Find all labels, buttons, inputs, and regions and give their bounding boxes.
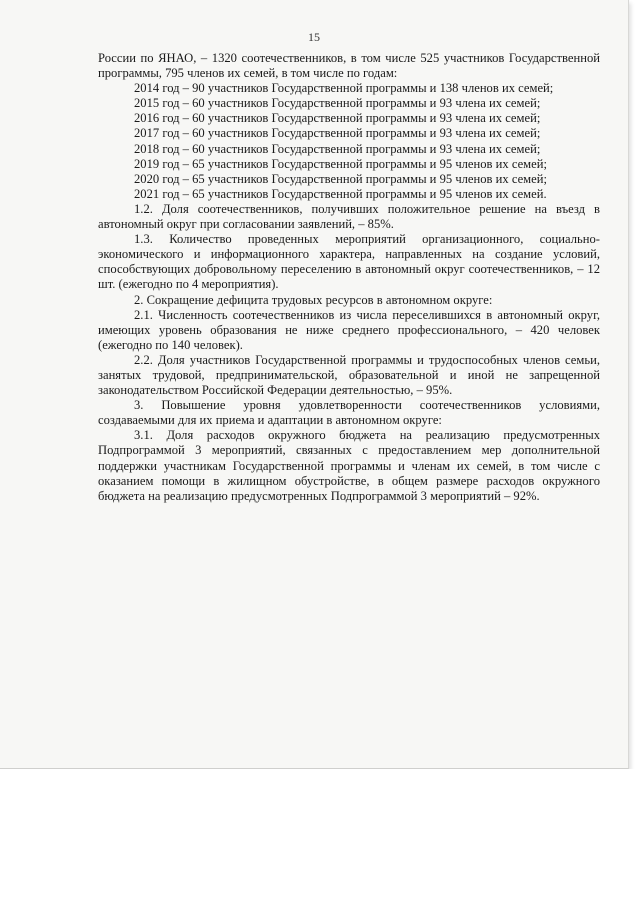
paragraph-year-2021: 2021 год – 65 участников Государственной программы и 95 членов их семей. [134, 186, 547, 201]
document-body [98, 51, 600, 504]
paragraph-1-2: 1.2. Доля соотечественников, получивших положительное решение на въезд в автономный округ при согласовании заявлений, – 85%. [98, 201, 600, 232]
paragraph-intro: России по ЯНАО, – 1320 соотечественников, в том числе 525 участников Государственной программы, 795 членов их семей, в том числе по годам: [98, 51, 600, 81]
paragraph-3-1: 3.1. Доля расходов окружного бюджета на реализацию предусмотренных Подпрограммой 3 мероприятий, связанных с предоставлением мер дополнительной поддержки участникам Государственной программы и членам их семей, в том числе с оказанием помощи в жилищном обустройстве, в общем размере расходов окружного бюджета на реализацию предусмотренных Подпрограммой 3 мероприятий – 92%. [98, 428, 600, 503]
page-number: 15 [308, 30, 320, 44]
paragraph-year-2015: 2015 год – 60 участников Государственной программы и 93 члена их семей; [134, 96, 541, 111]
paragraph-year-2020: 2020 год – 65 участников Государственной программы и 95 членов их семей; [134, 171, 547, 186]
paragraph-year-2017: 2017 год – 60 участников Государственной программы и 93 члена их семей; [134, 126, 541, 141]
paragraph-year-2014: 2014 год – 90 участников Государственной программы и 138 членов их семей; [134, 81, 554, 96]
paragraph-year-2016: 2016 год – 60 участников Государственной программы и 93 члена их семей; [134, 111, 541, 126]
paragraph-year-2019: 2019 год – 65 участников Государственной программы и 95 членов их семей; [134, 156, 547, 171]
paragraph-2: 2. Сокращение дефицита трудовых ресурсов в автономном округе: [134, 292, 493, 307]
paragraph-year-2018: 2018 год – 60 участников Государственной программы и 93 члена их семей; [134, 141, 541, 156]
paragraph-2-1: 2.1. Численность соотечественников из числа переселившихся в автономный округ, имеющих уровень образования не ниже среднего профессионального, – 420 человек (ежегодно по 140 человек). [98, 307, 600, 352]
paragraph-3: 3. Повышение уровня удовлетворенности соотечественников условиями, создаваемыми для их приема и адаптации в автономном округе: [98, 398, 600, 428]
blank-margin [0, 769, 640, 905]
paragraph-1-3: 1.3. Количество проведенных мероприятий организационного, социально-экономического и информационного характера, направленных на создание условий, способствующих добровольному переселению в автономный округ соотечественников, – 12 шт. (ежегодно по 4 мероприятия). [98, 232, 600, 292]
paragraph-2-2: 2.2. Доля участников Государственной программы и трудоспособных членов семьи, занятых трудовой, предпринимательской, образовательной и иной не запрещенной законодательством Российской Федерации деятельностью, – 95%. [98, 352, 600, 398]
